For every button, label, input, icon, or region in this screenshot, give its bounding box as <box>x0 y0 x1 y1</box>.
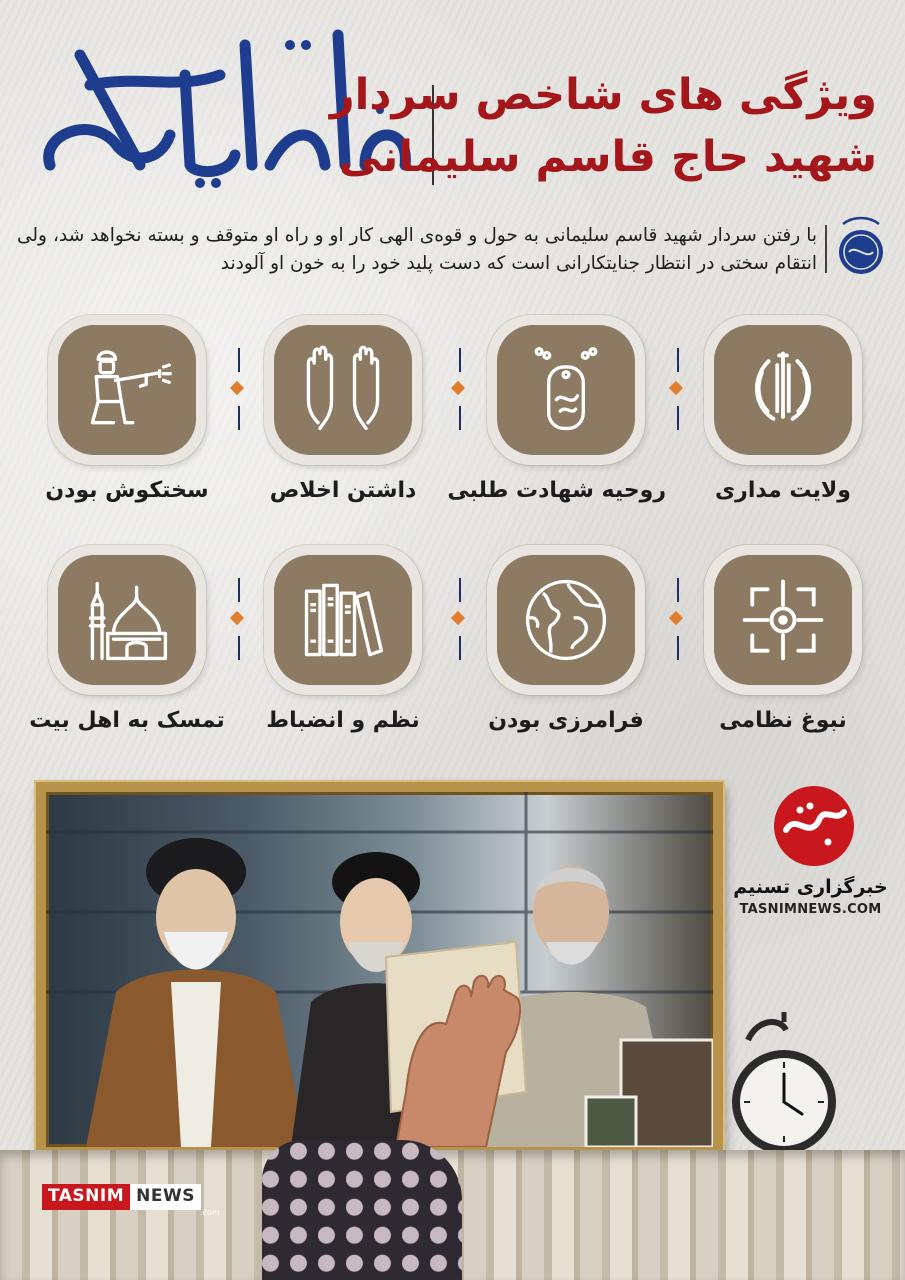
floral-sleeve <box>262 1140 462 1280</box>
feature-tile-ahlulbayt <box>48 545 206 695</box>
praying-hands-icon <box>274 325 412 455</box>
dotcom-label: .com <box>200 1208 220 1217</box>
separator <box>677 348 679 430</box>
shrine-icon <box>58 555 196 685</box>
books-icon <box>274 555 412 685</box>
intro-divider <box>825 225 827 273</box>
feature-tile-hardworking <box>48 315 206 465</box>
page-title-line1: ویژگی های شاخص سردار <box>329 70 877 120</box>
separator <box>677 578 679 660</box>
feature-label-velayat: ولایت مداری <box>715 478 851 503</box>
globe-icon <box>497 555 635 685</box>
dog-tag-icon <box>497 325 635 455</box>
page-title-line2: شهید حاج قاسم سلیمانی <box>338 132 877 182</box>
feature-label-hardworking: سختکوش بودن <box>45 478 209 503</box>
tasnim-news-watermark <box>42 1184 201 1210</box>
iran-emblem-icon <box>714 325 852 455</box>
feature-tile-discipline <box>264 545 422 695</box>
feature-label-sincerity: داشتن اخلاص <box>269 478 417 503</box>
leader-seal-icon <box>835 212 887 280</box>
feature-tile-velayat <box>704 315 862 465</box>
feature-label-transnational: فرامرزی بودن <box>488 708 644 733</box>
feature-label-discipline: نظم و انضباط <box>266 708 420 733</box>
alarm-clock-icon <box>728 1010 840 1162</box>
feature-label-martyrdom: روحیه شهادت طلبی <box>447 478 666 503</box>
feature-tile-military-genius <box>704 545 862 695</box>
portrait-figure-left <box>86 838 306 1147</box>
feature-tile-transnational <box>487 545 645 695</box>
separator <box>238 348 240 430</box>
separator <box>459 578 461 660</box>
feature-tile-martyrdom <box>487 315 645 465</box>
tasnim-agency-name: خبرگزاری تسنیم <box>733 876 888 898</box>
feature-label-military-genius: نبوغ نظامی <box>719 708 847 733</box>
intro-quote: با رفتن سردار شهید قاسم سلیمانی به حول و قوه‌ی الهی کار او و راه او متوقف و بسته نخواهد شد، ولی انتقام سختی در انتظار جنایتکارانی است که دست پلید خود را به خون او آلودند <box>17 225 817 274</box>
feature-tile-sincerity <box>264 315 422 465</box>
tasnim-logo <box>770 782 858 874</box>
separator <box>238 578 240 660</box>
inset-photo-small <box>586 1097 636 1147</box>
soldier-rifle-icon <box>58 325 196 455</box>
tasnim-label: TASNIM <box>42 1184 130 1210</box>
crosshair-icon <box>714 555 852 685</box>
portrait-frame-illustration <box>36 782 723 1157</box>
feature-label-ahlulbayt: تمسک به اهل بیت <box>29 708 225 733</box>
tasnim-url[interactable]: TASNIMNEWS.COM <box>739 902 882 917</box>
separator <box>459 348 461 430</box>
news-label: NEWS <box>130 1184 201 1210</box>
